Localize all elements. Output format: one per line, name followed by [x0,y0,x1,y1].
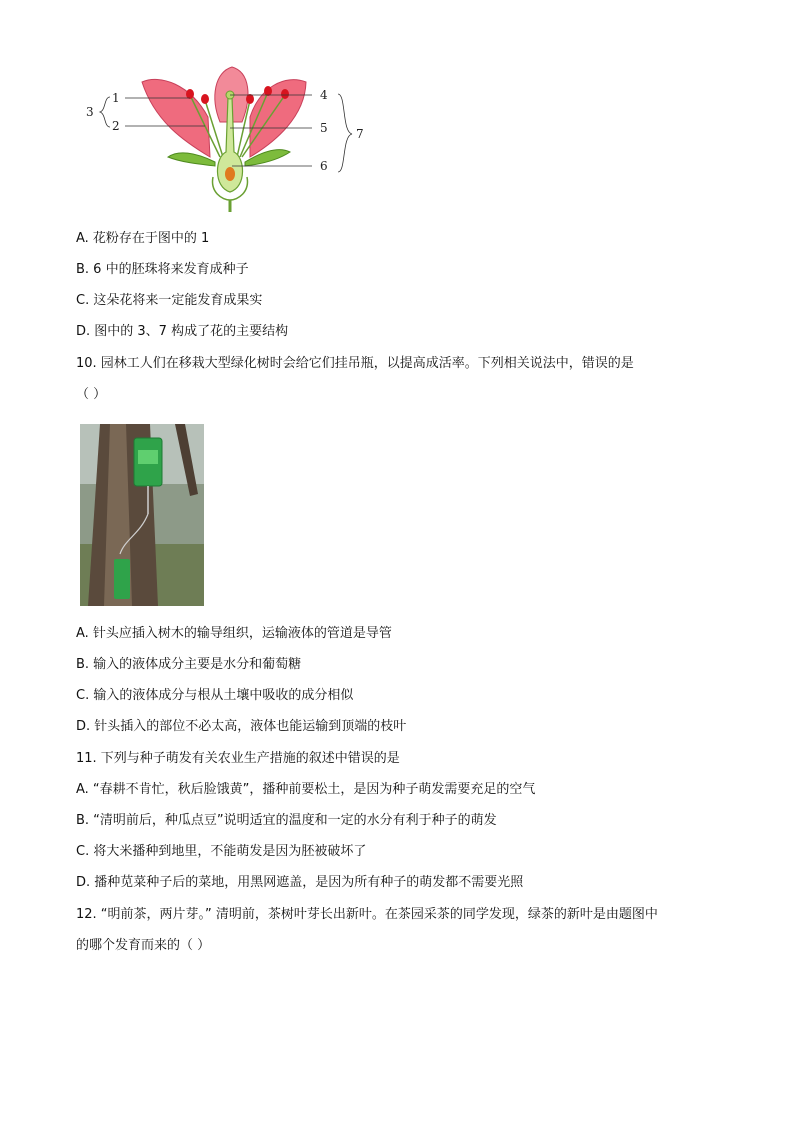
q10-option-d: D. 针头插入的部位不必太高，液体也能运输到顶端的枝叶 [76,719,407,734]
q9-option-d: D. 图中的 3、7 构成了花的主要结构 [76,324,289,339]
label-7: 7 [356,127,364,141]
q10-stem-bracket: （ ） [76,387,107,402]
q11-option-d: D. 播种苋菜种子后的菜地，用黑网遮盖，是因为所有种子的萌发都不需要光照 [76,875,524,890]
q11-option-a: A. “春耕不肯忙，秋后脸饿黄”，播种前要松土，是因为种子萌发需要充足的空气 [76,782,536,797]
q9-option-b: B. 6 中的胚珠将来发育成种子 [76,262,249,277]
label-5: 5 [320,121,328,135]
ovule [225,167,235,181]
left-petal [142,79,210,157]
flower-diagram [80,62,370,214]
right-petal [250,80,306,157]
q9-option-c: C. 这朵花将来一定能发育成果实 [76,293,263,308]
label-4: 4 [320,88,328,102]
q10-stem: 10. 园林工人们在移栽大型绿化树时会给它们挂吊瓶，以提高成活率。下列相关说法中，错误的是 [76,356,634,371]
q10-option-b: B. 输入的液体成分主要是水分和葡萄糖 [76,657,302,672]
q9-option-a: A. 花粉存在于图中的 1 [76,231,210,246]
label-1: 1 [112,91,120,105]
label-2: 2 [112,119,120,133]
q11-option-b: B. “清明前后，种瓜点豆”说明适宜的温度和一定的水分有利于种子的萌发 [76,813,497,828]
q11-stem: 11. 下列与种子萌发有关农业生产措施的叙述中错误的是 [76,751,400,766]
q11-option-c: C. 将大米播种到地里，不能萌发是因为胚被破坏了 [76,844,367,859]
q10-option-a: A. 针头应插入树木的输导组织，运输液体的管道是导管 [76,626,392,641]
q10-option-c: C. 输入的液体成分与根从土壤中吸收的成分相似 [76,688,354,703]
q12-stem-end: 的哪个发育而来的（ ） [76,938,211,953]
q12-stem: 12. “明前茶，两片芽。” 清明前，茶树叶芽长出新叶。在茶园采茶的同学发现，绿茶的新叶是由题图中 [76,907,658,922]
label-6: 6 [320,159,328,173]
tree-iv-bag-photo [80,424,204,606]
label-3: 3 [86,105,94,119]
